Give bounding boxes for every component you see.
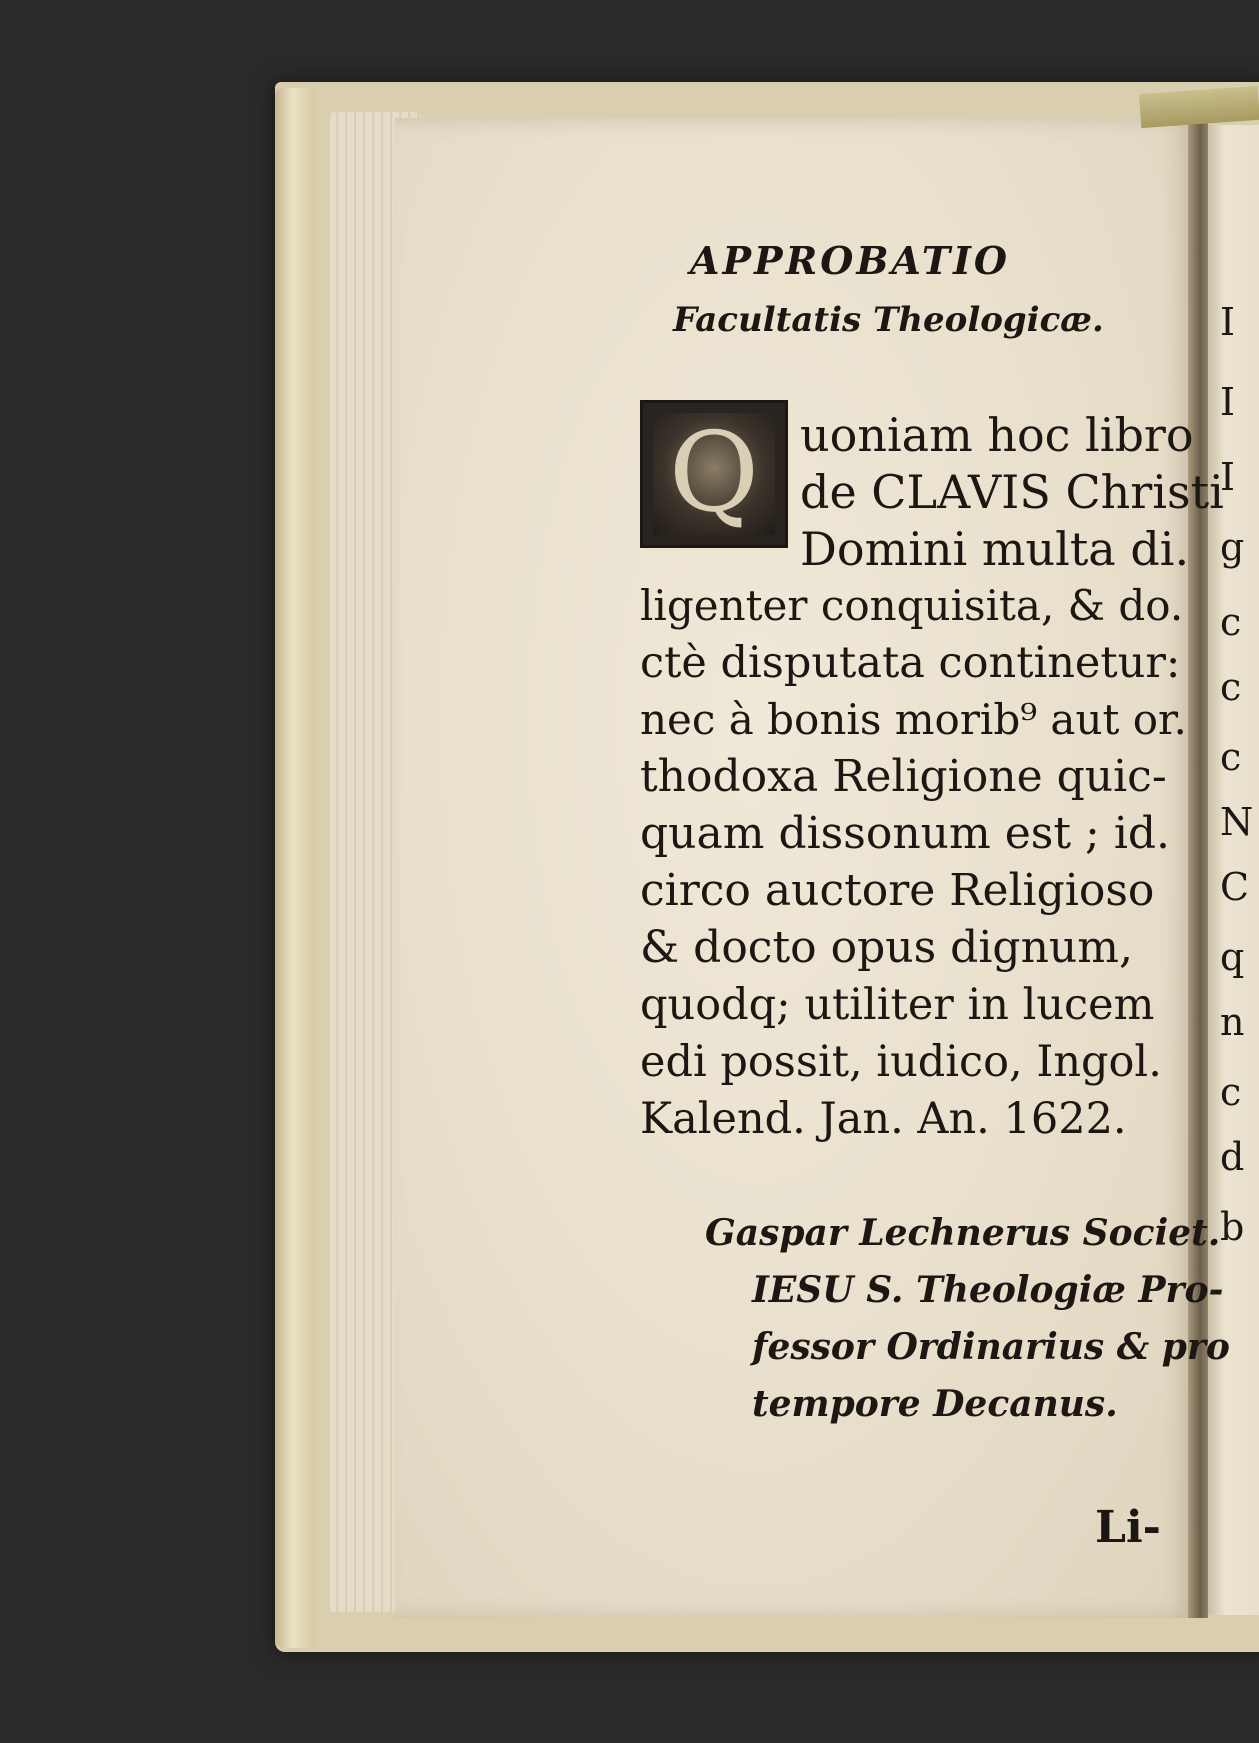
facing-page-letter: c [1220, 735, 1242, 779]
body-line: quam dissonum est ; id. [640, 808, 1171, 859]
facing-page-edge [1208, 125, 1259, 1615]
cover-spine [275, 88, 315, 1648]
decorated-initial [640, 400, 788, 548]
facing-page-letter: c [1220, 600, 1242, 644]
body-line: edi possit, iudico, Ingol. [640, 1037, 1162, 1087]
body-line: Domini multa di. [800, 522, 1190, 576]
body-line: thodoxa Religione quic- [640, 751, 1167, 802]
body-line: de CLAVIS Christi [800, 465, 1224, 519]
facing-page-letter: I [1220, 380, 1236, 424]
body-line: nec à bonis morib⁹ aut or. [640, 695, 1187, 744]
signature-line: Gaspar Lechnerus Societ. [705, 1212, 1221, 1254]
signature-line: IESU S. Theologiæ Pro- [752, 1269, 1224, 1311]
facing-page-letter: c [1220, 1070, 1242, 1114]
page-heading: APPROBATIO [690, 238, 1010, 283]
facing-page-letter: q [1220, 935, 1245, 979]
body-line: Kalend. Jan. An. 1622. [640, 1094, 1127, 1144]
facing-page-letter: C [1220, 865, 1250, 909]
catchword: Li- [1095, 1502, 1161, 1553]
body-line: ligenter conquisita, & do. [640, 581, 1184, 630]
signature-line: tempore Decanus. [752, 1383, 1118, 1425]
facing-page-letter: d [1220, 1135, 1245, 1179]
body-line: circo auctore Religioso [640, 865, 1155, 916]
facing-page-letter: I [1220, 455, 1236, 499]
page-subheading: Facultatis Theologicæ. [673, 300, 1104, 340]
initial-letter: Q [668, 408, 760, 536]
body-line: quodq; utiliter in lucem [640, 980, 1155, 1030]
signature-line: fessor Ordinarius & pro [752, 1326, 1230, 1368]
facing-page-letter: b [1220, 1205, 1245, 1249]
book-gutter [1188, 118, 1208, 1618]
facing-page-letter: n [1220, 1000, 1245, 1044]
body-line: uoniam hoc libro [800, 408, 1194, 462]
facing-page-letter: I [1220, 300, 1236, 344]
body-line: ctè disputata continetur: [640, 638, 1181, 688]
facing-page-letter: c [1220, 665, 1242, 709]
body-line: & docto opus dignum, [640, 922, 1133, 973]
facing-page-letter: g [1220, 525, 1245, 569]
facing-page-letter: N [1220, 800, 1254, 844]
